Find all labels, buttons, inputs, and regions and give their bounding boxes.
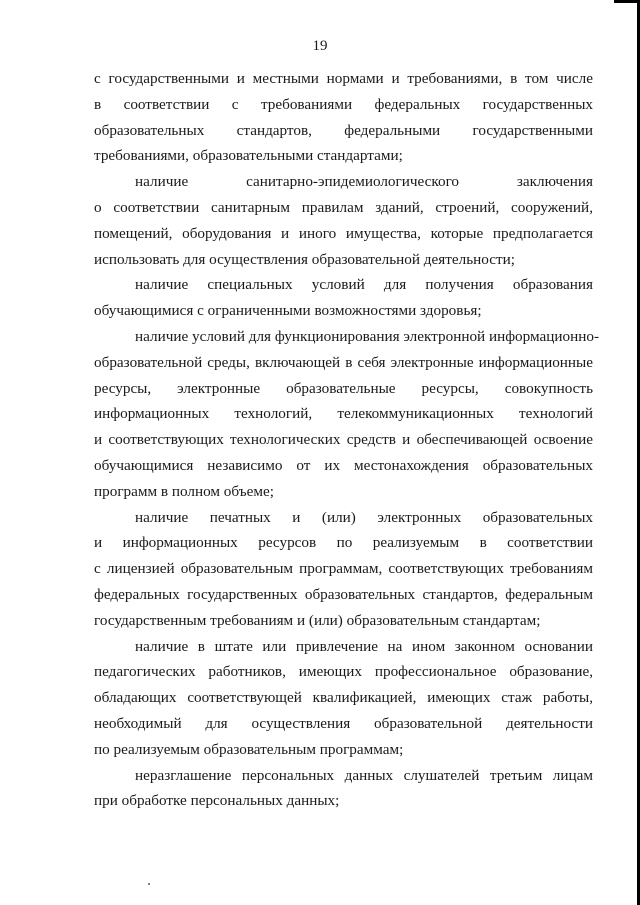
paragraph: [94, 169, 593, 272]
text-line: обучающимися независимо от их местонахождения образовательных: [94, 456, 593, 474]
paragraph: [94, 272, 593, 324]
page-number: 19: [312, 38, 328, 54]
text-line: и соответствующих технологических средств и обеспечивающей освоение: [94, 431, 593, 449]
text-line: в соответствии с требованиями федеральных государственных: [94, 95, 593, 113]
text-line: помещений, оборудования и иного имущества, которые предполагается: [94, 224, 593, 242]
text-line: образовательной среды, включающей в себя электронные информационные: [94, 353, 593, 371]
paragraph: [94, 66, 593, 169]
paragraph: [94, 634, 593, 763]
text-line: и информационных ресурсов по реализуемым в соответствии: [94, 534, 593, 552]
text-line: с лицензией образовательным программам, соответствующих требованиям: [94, 560, 593, 578]
text-line: наличие печатных и (или) электронных образовательных: [135, 508, 593, 526]
text-line: при обработке персональных данных;: [94, 792, 340, 810]
text-line: программ в полном объеме;: [94, 482, 274, 500]
text-line: государственным требованиям и (или) образовательным стандартам;: [94, 611, 541, 629]
scan-speck: [148, 883, 150, 885]
document-body: [94, 66, 600, 814]
text-line: использовать для осуществления образовательной деятельности;: [94, 250, 515, 268]
text-line: требованиями, образовательными стандартами;: [94, 147, 403, 165]
text-line: наличие условий для функционирования электронной информационно-: [135, 327, 600, 345]
text-line: наличие в штате или привлечение на ином законном основании: [135, 637, 593, 655]
text-line: ресурсы, электронные образовательные ресурсы, совокупность: [94, 379, 593, 397]
paragraph: [94, 763, 593, 815]
text-line: необходимый для осуществления образовательной деятельности: [94, 714, 593, 732]
text-line: федеральных государственных образовательных стандартов, федеральным: [94, 585, 593, 603]
text-line: обучающимися с ограниченными возможностями здоровья;: [94, 302, 482, 320]
text-line: образовательных стандартов, федеральными государственными: [94, 121, 593, 139]
text-line: наличие специальных условий для получения образования: [135, 276, 593, 294]
text-line: наличие санитарно-эпидемиологического заключения: [135, 173, 593, 191]
paragraph: [94, 505, 593, 634]
text-line: обладающих соответствующей квалификацией, имеющих стаж работы,: [94, 689, 593, 707]
text-line: информационных технологий, телекоммуникационных технологий: [94, 405, 593, 423]
text-line: педагогических работников, имеющих профессиональное образование,: [94, 663, 593, 681]
paragraph: [94, 324, 600, 505]
text-line: по реализуемым образовательным программам;: [94, 740, 404, 758]
text-line: с государственными и местными нормами и требованиями, в том числе: [94, 70, 593, 87]
text-line: неразглашение персональных данных слушателей третьим лицам: [135, 766, 593, 784]
text-line: о соответствии санитарным правилам зданий, строений, сооружений,: [94, 198, 593, 216]
